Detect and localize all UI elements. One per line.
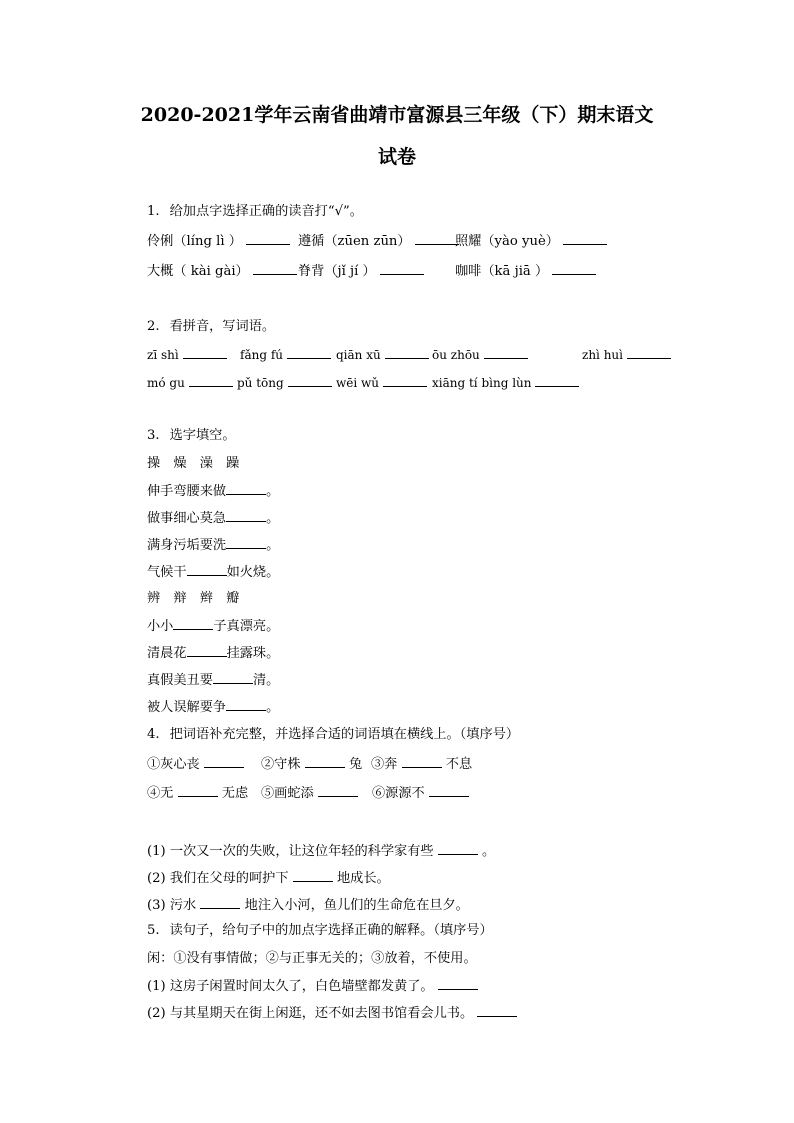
idiom-item: ⑥源源不 bbox=[372, 784, 469, 803]
question-text: 选字填空。 bbox=[169, 428, 236, 443]
exam-title-line2: 试卷 bbox=[377, 146, 416, 168]
answer-blank[interactable] bbox=[288, 374, 332, 387]
answer-blank[interactable] bbox=[438, 842, 478, 855]
fill-line: 满身污垢要洗 。 bbox=[147, 538, 280, 553]
answer-blank[interactable] bbox=[287, 346, 331, 359]
idiom-item: ②守株 兔 bbox=[261, 757, 363, 772]
answer-blank[interactable] bbox=[429, 784, 469, 797]
question-number: 5. bbox=[147, 923, 160, 938]
pinyin-item: zhì huì bbox=[582, 346, 671, 364]
answer-blank[interactable] bbox=[415, 232, 459, 245]
fill-line: 伸手弯腰来做 。 bbox=[147, 484, 280, 499]
question-text: 读句子，给句子中的加点字选择正确的解释。（填序号） bbox=[169, 923, 493, 938]
pinyin-item: xiāng tí bìng lùn bbox=[432, 374, 579, 392]
answer-blank[interactable] bbox=[383, 374, 427, 387]
answer-blank[interactable] bbox=[246, 232, 290, 245]
answer-blank[interactable] bbox=[552, 262, 596, 275]
q1-item: 照耀（yào yuè） bbox=[455, 232, 607, 251]
character-choices: 辨 辩 辫 瓣 bbox=[147, 591, 240, 606]
answer-blank[interactable] bbox=[477, 1004, 517, 1017]
question-5-stem bbox=[147, 922, 493, 940]
word-definitions: 闲：①没有事情做；②与正事无关的；③放着，不使用。 bbox=[147, 951, 477, 966]
answer-blank[interactable] bbox=[563, 232, 607, 245]
pinyin-item: fǎng fú bbox=[240, 346, 331, 364]
q1-item: 遵循（zūen zūn） bbox=[298, 232, 459, 251]
q5-sentence: (1) 这房子闲置时间太久了，白色墙壁都发黄了。 bbox=[147, 977, 478, 996]
answer-blank[interactable] bbox=[187, 563, 227, 576]
answer-blank[interactable] bbox=[305, 755, 345, 768]
q1-item: 咖啡（kā jiā ） bbox=[455, 262, 596, 281]
q5-sentence: (2) 与其星期天在街上闲逛，还不如去图书馆看会儿书。 bbox=[147, 1004, 517, 1023]
answer-blank[interactable] bbox=[200, 896, 240, 909]
answer-blank[interactable] bbox=[187, 644, 227, 657]
answer-blank[interactable] bbox=[178, 784, 218, 797]
answer-blank[interactable] bbox=[318, 784, 358, 797]
pinyin-item: ōu zhōu bbox=[432, 346, 528, 364]
fill-line: 做事细心莫急 。 bbox=[147, 511, 280, 526]
question-number: 4. bbox=[147, 727, 160, 742]
answer-blank[interactable] bbox=[380, 262, 424, 275]
exam-title-line1: 2020-2021学年云南省曲靖市富源县三年级（下）期末语文 bbox=[140, 104, 654, 126]
fill-line: 真假美丑要 清。 bbox=[147, 673, 280, 688]
fill-line: 清晨花 挂露珠。 bbox=[147, 646, 280, 661]
question-text: 给加点字选择正确的读音打“√”。 bbox=[169, 204, 363, 219]
answer-blank[interactable] bbox=[438, 977, 478, 990]
question-3-stem bbox=[147, 427, 236, 445]
answer-blank[interactable] bbox=[484, 346, 528, 359]
q4-sentence: (2) 我们在父母的呵护下 地成长。 bbox=[147, 871, 390, 886]
answer-blank[interactable] bbox=[226, 698, 266, 711]
q1-item: 大概（ kài gài） bbox=[147, 262, 297, 281]
question-number: 1. bbox=[147, 204, 160, 219]
answer-blank[interactable] bbox=[253, 262, 297, 275]
question-text: 把词语补充完整，并选择合适的词语填在横线上。（填序号） bbox=[169, 727, 520, 742]
fill-line: 气候干 如火烧。 bbox=[147, 565, 280, 580]
pinyin-item: wēi wǔ bbox=[336, 374, 427, 392]
answer-blank[interactable] bbox=[173, 617, 213, 630]
idiom-item: ③奔 不息 bbox=[371, 757, 473, 772]
question-number: 3. bbox=[147, 428, 160, 443]
answer-blank[interactable] bbox=[293, 869, 333, 882]
q1-item: 脊背（jǐ jí ） bbox=[298, 262, 424, 281]
answer-blank[interactable] bbox=[627, 346, 671, 359]
character-choices: 操 燥 澡 躁 bbox=[147, 456, 240, 471]
pinyin-item: zī shì bbox=[147, 346, 227, 364]
answer-blank[interactable] bbox=[535, 374, 579, 387]
idiom-item: ④无 无虑 bbox=[147, 786, 249, 801]
answer-blank[interactable] bbox=[402, 755, 442, 768]
pinyin-item: mó gu bbox=[147, 374, 233, 392]
answer-blank[interactable] bbox=[189, 374, 233, 387]
answer-blank[interactable] bbox=[226, 536, 266, 549]
fill-line: 被人误解要争 。 bbox=[147, 700, 280, 715]
answer-blank[interactable] bbox=[226, 509, 266, 522]
answer-blank[interactable] bbox=[183, 346, 227, 359]
question-1-stem bbox=[147, 203, 363, 221]
idiom-item: ①灰心丧 bbox=[147, 755, 244, 774]
question-number: 2. bbox=[147, 319, 160, 334]
answer-blank[interactable] bbox=[226, 482, 266, 495]
idiom-item: ⑤画蛇添 bbox=[261, 784, 358, 803]
pinyin-item: qiān xū bbox=[336, 346, 429, 364]
question-4-stem bbox=[147, 726, 519, 744]
pinyin-item: pǔ tōng bbox=[237, 374, 332, 392]
fill-line: 小小 子真漂亮。 bbox=[147, 619, 280, 634]
question-2-stem bbox=[147, 318, 275, 336]
q4-sentence: (1) 一次又一次的失败，让这位年轻的科学家有些 。 bbox=[147, 844, 496, 859]
q1-item: 伶俐（líng lì ） bbox=[147, 232, 290, 251]
question-text: 看拼音，写词语。 bbox=[169, 319, 276, 334]
q4-sentence: (3) 污水 地注入小河，鱼儿们的生命危在旦夕。 bbox=[147, 898, 469, 913]
answer-blank[interactable] bbox=[385, 346, 429, 359]
answer-blank[interactable] bbox=[204, 755, 244, 768]
answer-blank[interactable] bbox=[213, 671, 253, 684]
